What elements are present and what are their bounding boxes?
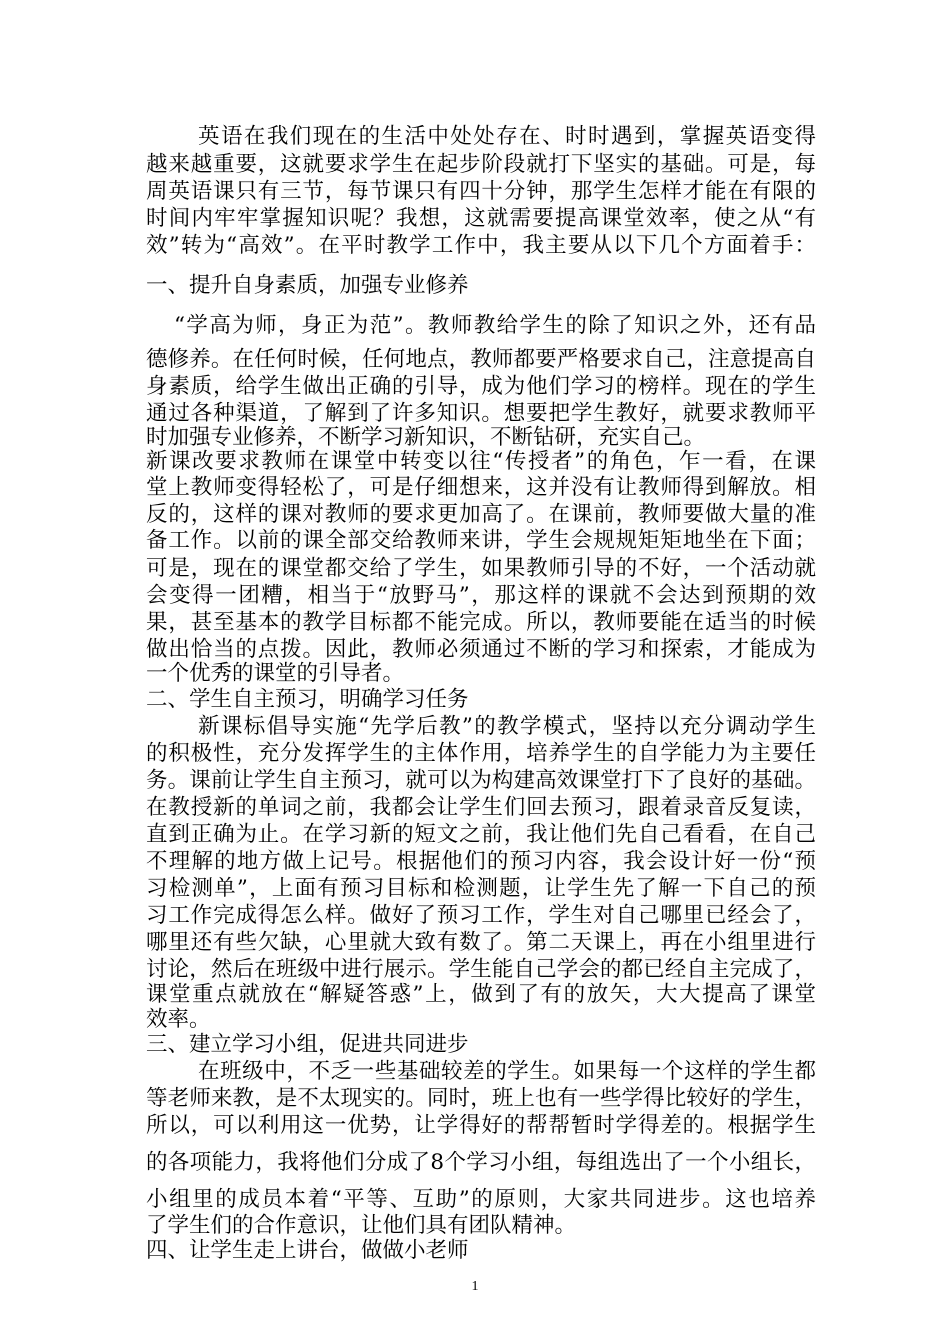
page-number: 1 bbox=[471, 1279, 479, 1294]
body-line: 务。课前让学生自主预习，就可以为构建高效课堂打下了良好的基础。 bbox=[146, 768, 816, 793]
body-line: 了学生们的合作意识，让他们具有团队精神。 bbox=[146, 1213, 577, 1238]
section-heading: 一、提升自身素质，加强专业修养 bbox=[146, 273, 469, 298]
body-line: 德修养。在任何时候，任何地点，教师都要严格要求自己，注意提高自 bbox=[146, 347, 816, 372]
body-line: 新课改要求教师在课堂中转变以往“传授者”的角色，乍一看，在课 bbox=[146, 449, 816, 474]
body-line: 小组里的成员本着“平等、互助”的原则，大家共同进步。这也培养 bbox=[146, 1187, 816, 1212]
body-line: 在教授新的单词之前，我都会让学生们回去预习，跟着录音反复读， bbox=[146, 795, 816, 820]
body-line: 哪里还有些欠缺，心里就大致有数了。第二天课上，再在小组里进行 bbox=[146, 930, 816, 955]
section-heading: 三、建立学习小组，促进共同进步 bbox=[146, 1032, 469, 1057]
body-line: 在班级中，不乏一些基础较差的学生。如果每一个这样的学生都 bbox=[198, 1059, 816, 1084]
body-line: 课堂重点就放在“解疑答惑”上，做到了有的放矢，大大提高了课堂 bbox=[146, 982, 816, 1007]
body-line: 的各项能力，我将他们分成了8个学习小组，每组选出了一个小组长， bbox=[146, 1150, 816, 1175]
body-line: 直到正确为止。在学习新的短文之前，我让他们先自己看看，在自己 bbox=[146, 822, 816, 847]
body-line: 备工作。以前的课全部交给教师来讲，学生会规规矩矩地坐在下面； bbox=[146, 528, 816, 553]
body-line: 习检测单”，上面有预习目标和检测题，让学生先了解一下自己的预 bbox=[146, 876, 816, 901]
intro-line: 效”转为“高效”。在平时教学工作中，我主要从以下几个方面着手： bbox=[146, 233, 816, 258]
intro-line: 越来越重要，这就要求学生在起步阶段就打下坚实的基础。可是，每 bbox=[146, 152, 816, 177]
body-line: 一个优秀的课堂的引导者。 bbox=[146, 661, 405, 686]
quote-line: “学高为师，身正为范”。教师教给学生的除了知识之外，还有品 bbox=[174, 313, 816, 338]
body-line: 可是，现在的课堂都交给了学生，如果教师引导的不好，一个活动就 bbox=[146, 556, 816, 581]
body-line: 新课标倡导实施“先学后教”的教学模式，坚持以充分调动学生 bbox=[198, 714, 816, 739]
body-line: 会变得一团糟，相当于“放野马”，那这样的课就不会达到预期的效 bbox=[146, 583, 816, 608]
body-line: 果，甚至基本的教学目标都不能完成。所以，教师要能在适当的时候 bbox=[146, 610, 816, 635]
body-line: 堂上教师变得轻松了，可是仔细想来，这并没有让教师得到解放。相 bbox=[146, 475, 816, 500]
body-line: 身素质，给学生做出正确的引导，成为他们学习的榜样。现在的学生 bbox=[146, 374, 816, 399]
body-line: 不理解的地方做上记号。根据他们的预习内容，我会设计好一份“预 bbox=[146, 849, 816, 874]
body-line: 的积极性，充分发挥学生的主体作用，培养学生的自学能力为主要任 bbox=[146, 741, 816, 766]
body-line: 习工作完成得怎么样。做好了预习工作，学生对自己哪里已经会了， bbox=[146, 903, 816, 928]
section-heading: 四、让学生走上讲台，做做小老师 bbox=[146, 1238, 469, 1263]
body-line: 效率。 bbox=[146, 1007, 211, 1032]
body-line: 讨论，然后在班级中进行展示。学生能自己学会的都已经自主完成了， bbox=[146, 957, 816, 982]
intro-line: 周英语课只有三节，每节课只有四十分钟，那学生怎样才能在有限的 bbox=[146, 179, 816, 204]
intro-line: 英语在我们现在的生活中处处存在、时时遇到，掌握英语变得 bbox=[198, 124, 816, 149]
intro-line: 时间内牢牢掌握知识呢？我想，这就需要提高课堂效率，使之从“有 bbox=[146, 206, 816, 231]
body-line: 反的，这样的课对教师的要求更加高了。在课前，教师要做大量的准 bbox=[146, 502, 816, 527]
body-line: 通过各种渠道，了解到了许多知识。想要把学生教好，就要求教师平 bbox=[146, 401, 816, 426]
section-heading: 二、学生自主预习，明确学习任务 bbox=[146, 687, 469, 712]
body-line: 做出恰当的点拨。因此，教师必须通过不断的学习和探索，才能成为 bbox=[146, 637, 816, 662]
body-line: 所以，可以利用这一优势，让学得好的帮帮暂时学得差的。根据学生 bbox=[146, 1113, 816, 1138]
body-line: 时加强专业修养，不断学习新知识，不断钻研，充实自己。 bbox=[146, 425, 706, 450]
body-line: 等老师来教，是不太现实的。同时，班上也有一些学得比较好的学生， bbox=[146, 1086, 816, 1111]
